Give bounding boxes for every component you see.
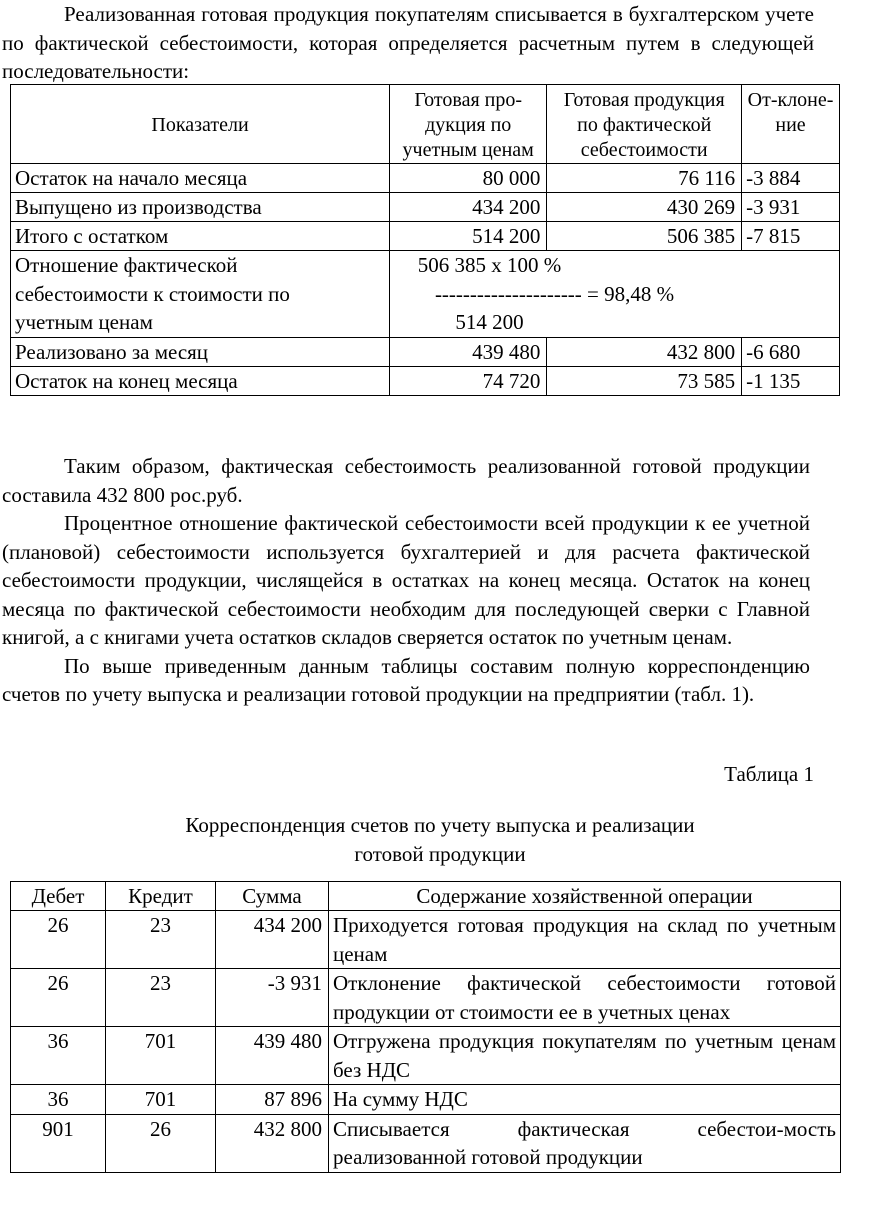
table-row xyxy=(11,969,841,1027)
accounting-value: 434 200 xyxy=(390,193,547,222)
table-row xyxy=(11,1114,841,1172)
table-title-line: готовой продукции xyxy=(354,842,526,866)
row-label: Реализовано за месяц xyxy=(11,337,390,366)
table-header-row xyxy=(11,85,840,164)
debit-cell: 36 xyxy=(11,1085,106,1115)
ratio-label-line: себестоимости к стоимости по xyxy=(15,281,290,306)
deviation-value: -7 815 xyxy=(742,222,840,251)
table-header-row xyxy=(11,882,841,911)
header-actual-cost: Готовая продукция по фактической себестоимости xyxy=(547,85,742,164)
row-label: Остаток на конец месяца xyxy=(11,366,390,395)
debit-cell: 26 xyxy=(11,969,106,1027)
actual-value: 76 116 xyxy=(547,164,742,193)
table-row xyxy=(11,1085,841,1115)
header-accounting-prices: Готовая про-дукция по учетным ценам xyxy=(390,85,547,164)
credit-cell: 23 xyxy=(106,969,216,1027)
table-row xyxy=(11,1027,841,1085)
table-row xyxy=(11,337,840,366)
row-label: Итого с остатком xyxy=(11,222,390,251)
accounting-value: 80 000 xyxy=(390,164,547,193)
accounting-value: 74 720 xyxy=(390,366,547,395)
amount-cell: -3 931 xyxy=(216,969,329,1027)
content-cell: Списывается фактическая себестои-мость реализованной готовой продукции xyxy=(329,1114,841,1172)
content-cell: Отгружена продукция покупателям по учетным ценам без НДС xyxy=(329,1027,841,1085)
credit-cell: 701 xyxy=(106,1027,216,1085)
actual-value: 506 385 xyxy=(547,222,742,251)
credit-cell: 23 xyxy=(106,911,216,969)
actual-value: 432 800 xyxy=(547,337,742,366)
table-row xyxy=(11,193,840,222)
amount-cell: 87 896 xyxy=(216,1085,329,1115)
table-row xyxy=(11,222,840,251)
percentage-paragraph: Процентное отношение фактической себестоимости всей продукции к ее учетной (плановой) себестоимости используется бухгалтерией и для расчета фактической себестоимости продукции, числящейся в остатках на конец месяца. Остаток на конец месяца по фактической себестоимости необходим для последующей сверки с Главной книгой, а с книгами учета остатков складов сверяется остаток по учетным ценам. xyxy=(2,511,810,649)
correspondence-paragraph: По выше приведенным данным таблицы составим полную корреспонденцию счетов по учету выпуска и реализации готовой продукции на предприятии (табл. 1). xyxy=(2,653,810,706)
deviation-value: -3 931 xyxy=(742,193,840,222)
table-title-line: Корреспонденция счетов по учету выпуска и реализации xyxy=(185,813,695,837)
actual-value: 73 585 xyxy=(547,366,742,395)
deviation-value: -6 680 xyxy=(742,337,840,366)
accounting-value: 439 480 xyxy=(390,337,547,366)
actual-value: 430 269 xyxy=(547,193,742,222)
table-number: Таблица 1 xyxy=(724,762,814,786)
header-deviation: От-клоне-ние xyxy=(742,85,840,164)
amount-cell: 439 480 xyxy=(216,1027,329,1085)
accounts-correspondence-table xyxy=(10,881,841,1173)
conclusion-paragraph: Таким образом, фактическая себестоимость реализованной готовой продукции составила 432 800 рос.руб. xyxy=(2,454,810,507)
ratio-label-line: учетным ценам xyxy=(15,310,153,334)
debit-cell: 26 xyxy=(11,911,106,969)
ratio-formula xyxy=(390,251,840,338)
content-cell: На сумму НДС xyxy=(329,1085,841,1115)
table-row xyxy=(11,911,841,969)
credit-cell: 701 xyxy=(106,1085,216,1115)
table-title xyxy=(0,811,880,869)
content-cell: Отклонение фактической себестоимости готовой продукции от стоимости ее в учетных ценах xyxy=(329,969,841,1027)
content-cell: Приходуется готовая продукция на склад по учетным ценам xyxy=(329,911,841,969)
ratio-label xyxy=(11,251,390,338)
table-row xyxy=(11,164,840,193)
row-label: Выпущено из производства xyxy=(11,193,390,222)
accounting-value: 514 200 xyxy=(390,222,547,251)
body-text xyxy=(0,452,812,709)
debit-cell: 36 xyxy=(11,1027,106,1085)
header-credit: Кредит xyxy=(106,882,216,911)
table-row xyxy=(11,366,840,395)
header-debit: Дебет xyxy=(11,882,106,911)
ratio-fraction-line: --------------------- = 98,48 % xyxy=(434,281,675,306)
credit-cell: 26 xyxy=(106,1114,216,1172)
header-amount: Сумма xyxy=(216,882,329,911)
debit-cell: 901 xyxy=(11,1114,106,1172)
deviation-value: -3 884 xyxy=(742,164,840,193)
deviation-value: -1 135 xyxy=(742,366,840,395)
ratio-denominator: 514 200 xyxy=(455,310,524,334)
amount-cell: 432 800 xyxy=(216,1114,329,1172)
header-indicators: Показатели xyxy=(11,85,390,164)
header-content: Содержание хозяйственной операции xyxy=(329,882,841,911)
ratio-numerator: 506 385 x 100 % xyxy=(417,253,562,277)
intro-paragraph: Реализованная готовая продукция покупателям списывается в бухгалтерском учете по фактической себестоимости, которая определяется расчетным путем в следующей последовательности: xyxy=(2,2,814,83)
amount-cell: 434 200 xyxy=(216,911,329,969)
row-label: Остаток на начало месяца xyxy=(11,164,390,193)
cost-calculation-table xyxy=(10,84,840,396)
ratio-label-line: Отношение фактической xyxy=(15,253,238,277)
ratio-row xyxy=(11,251,840,338)
